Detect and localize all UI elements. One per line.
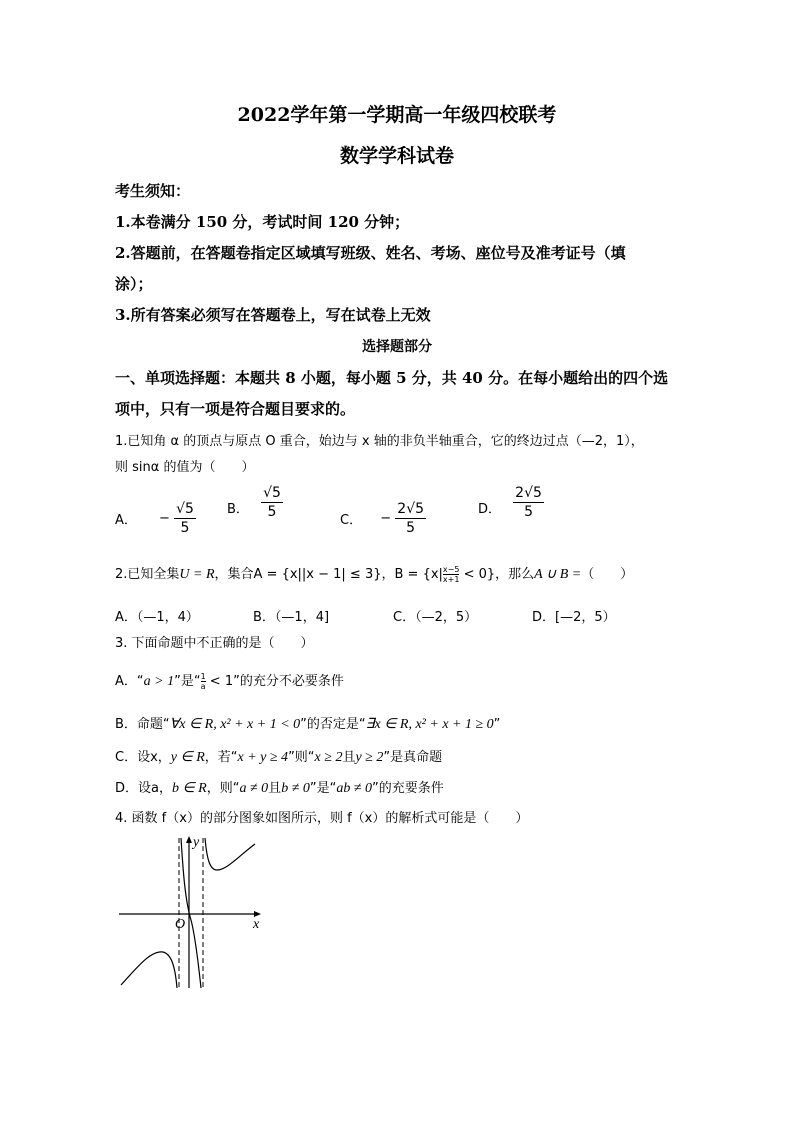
curve-middle-branch [181, 838, 201, 988]
q1-option-d [478, 484, 544, 521]
q2-universe: U = R [179, 567, 215, 582]
exam-subtitle: 数学学科试卷 [339, 145, 454, 167]
q3d-pre: D．设a， [115, 781, 172, 796]
y-axis-label: y [193, 835, 200, 850]
q3c-math2: x + y ≥ 4 [237, 750, 289, 765]
q3-stem: 3. 下面命题中不正确的是（ ） [115, 636, 314, 651]
q3a-mid: ”是“ [174, 674, 201, 689]
option-letter: D． [478, 502, 502, 517]
q1-option-a [115, 500, 196, 537]
fraction-denominator: 5 [406, 520, 416, 536]
q3d-mid2: 且 [268, 781, 282, 796]
q2-option-d: D．[—2，5） [532, 610, 616, 625]
q3d-math1: b ∈ R [171, 781, 207, 796]
y-axis-arrow [186, 836, 192, 843]
section-intro-1: 一、单项选择题：本题共 8 小题，每小题 5 分，共 40 分。在每小题给出的四个选 [115, 369, 669, 387]
q2-fraction-num: x−5 [442, 565, 460, 574]
exam-title: 2022学年第一学期高一年级四校联考 [237, 104, 557, 126]
fraction-denominator: 5 [524, 504, 533, 520]
q3-option-d [115, 777, 444, 797]
q3c-mid3: 且 [342, 750, 356, 765]
option-fraction [395, 500, 426, 537]
q2-stem [115, 563, 633, 584]
option-letter: C． [340, 513, 363, 528]
q3c-math4: y ≥ 2 [355, 750, 384, 765]
q3c-mid1: ，若“ [204, 750, 238, 765]
q3a-fraction-num: 1 [200, 672, 206, 681]
notice-item-2-cont: 涂）； [115, 275, 153, 293]
q2-union: A ∪ B = [534, 567, 582, 582]
q3d-mid1: ，则“ [206, 781, 240, 796]
q2-option-c: C．（—2，5） [393, 610, 478, 625]
origin-label: O [175, 917, 186, 932]
q3d-math3: b ≠ 0 [281, 781, 310, 796]
q2-fraction [443, 565, 460, 584]
option-letter: B． [227, 502, 249, 517]
fraction-denominator: 5 [180, 520, 190, 536]
q2-set-a: ，集合A = {x||x − 1| ≤ 3}，B = {x| [214, 567, 443, 582]
q3b-math2: ∃x ∈ R, x² + x + 1 ≥ 0 [365, 717, 494, 732]
q2-fraction-den: x+1 [442, 575, 460, 584]
option-fraction [174, 500, 196, 537]
notice-item-2: 2.答题前，在答题卷指定区域填写班级、姓名、考场、座位号及准考证号（填 [115, 244, 626, 262]
option-sign: − [159, 511, 170, 526]
q3a-math2: < 1 [205, 674, 234, 689]
graph-svg [115, 830, 275, 995]
q2-option-a: A．（—1，4） [115, 610, 199, 625]
q3b-mid: ”的否定是“ [300, 717, 366, 732]
option-fraction [513, 484, 544, 521]
notice-item-3: 3.所有答案必须写在答题卷上，写在试卷上无效 [115, 306, 431, 324]
fraction-numerator: 2√5 [515, 485, 542, 501]
q3c-mid2: ”则“ [288, 750, 315, 765]
q3c-pre: C．设x， [115, 750, 171, 765]
q2-option-b: B．（—1，4] [253, 610, 330, 625]
q1-option-c [340, 500, 426, 537]
q4-stem: 4. 函数 f（x）的部分图象如图所示，则 f（x）的解析式可能是（ ） [115, 811, 529, 826]
q3b-close: ” [493, 717, 501, 732]
fraction-numerator: √5 [176, 501, 194, 517]
q3d-math4: ab ≠ 0 [336, 781, 373, 796]
q3c-end: ”是真命题 [383, 750, 443, 765]
q1-stem-line1: 1.已知角 α 的顶点与原点 O 重合，始边与 x 轴的非负半轴重合，它的终边过点（—2，1）， [115, 434, 644, 449]
option-sign: − [380, 511, 392, 526]
q3-option-c [115, 746, 442, 766]
q2-prefix: 2.已知全集 [115, 567, 180, 582]
x-axis-label: x [253, 917, 260, 932]
q2-end: （ ） [581, 567, 634, 582]
q3a-math: a > 1 [143, 674, 175, 689]
option-letter: A． [115, 513, 137, 528]
curve-right-branch [205, 838, 255, 870]
q3a-end: ”的充分不必要条件 [233, 674, 344, 689]
fraction-numerator: 2√5 [397, 501, 425, 517]
section-intro-2: 项中，只有一项是符合题目要求的。 [115, 400, 356, 418]
q3d-math2: a ≠ 0 [239, 781, 269, 796]
q1-stem-line2: 则 sinα 的值为（ ） [115, 460, 255, 475]
q3a-pre: A．“ [115, 674, 144, 689]
section-title: 选择题部分 [362, 339, 432, 355]
fraction-numerator: √5 [263, 485, 281, 501]
notice-item-1: 1.本卷满分 150 分，考试时间 120 分钟； [115, 213, 410, 231]
option-fraction [261, 484, 283, 521]
q3a-fraction-den: a [200, 682, 206, 691]
q3d-end: ”的充要条件 [372, 781, 444, 796]
fraction-denominator: 5 [267, 504, 277, 520]
q1-option-b [227, 484, 283, 521]
q2-set-b-end: < 0}，那么 [459, 567, 535, 582]
curve-left-branch [121, 952, 177, 988]
q3b-math: ∀x ∈ R, x² + x + 1 < 0 [169, 717, 301, 732]
q3c-math1: y ∈ R [170, 750, 205, 765]
q3b-pre: B．命题“ [115, 717, 170, 732]
q3d-mid3: ”是“ [309, 781, 337, 796]
q4-function-graph [115, 830, 275, 995]
q3-option-a [115, 670, 344, 691]
q3-option-b [115, 713, 500, 733]
q3c-math3: x ≥ 2 [314, 750, 343, 765]
notice-heading: 考生须知： [115, 182, 191, 200]
